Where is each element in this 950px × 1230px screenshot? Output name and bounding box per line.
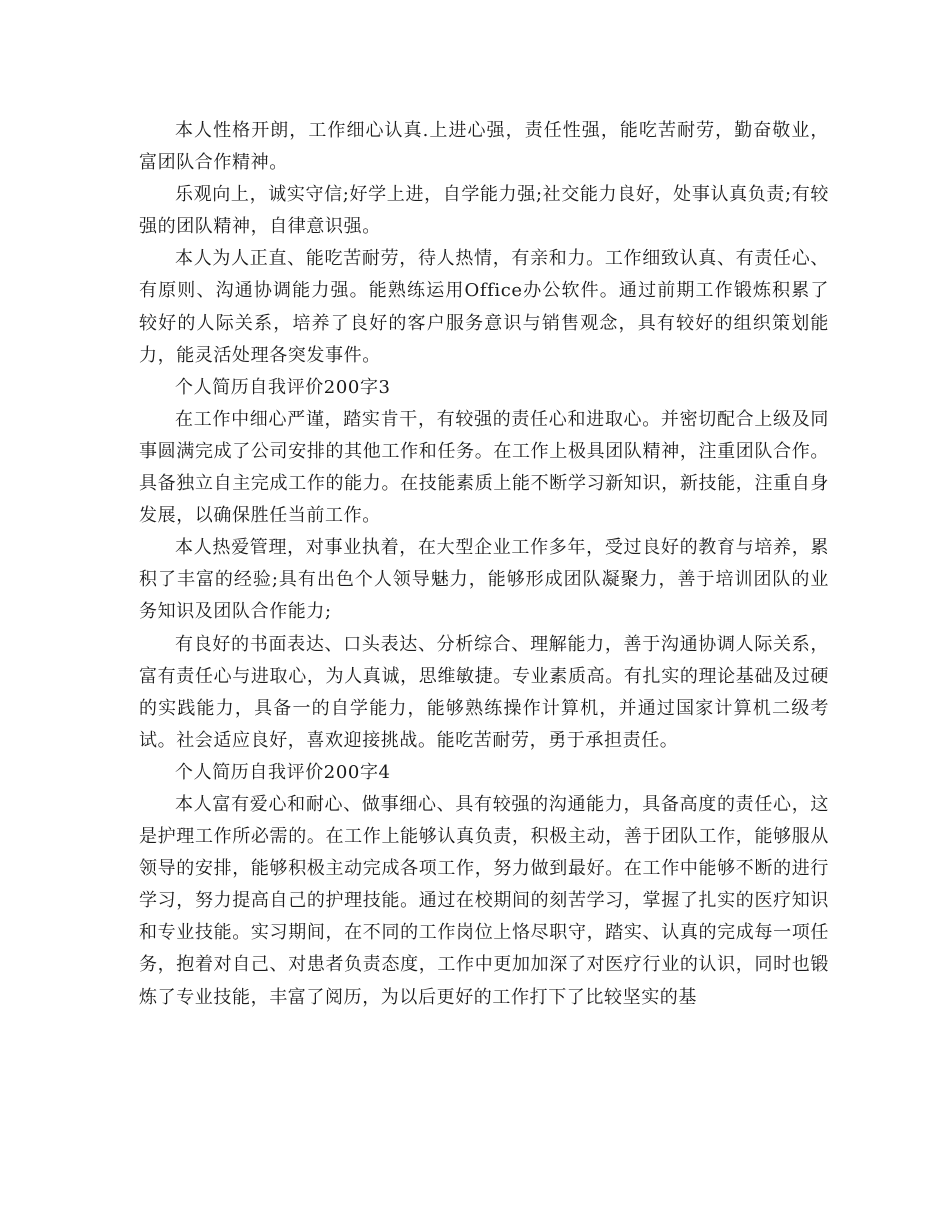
document-body	[139, 115, 829, 1014]
paragraph-optimism: 乐观向上，诚实守信;好学上进，自学能力强;社交能力良好，处事认真负责;有较强的团队精神，自律意识强。	[139, 184, 829, 238]
paragraph-communication: 有良好的书面表达、口头表达、分析综合、理解能力，善于沟通协调人际关系，富有责任心与进取心，为人真诚，思维敏捷。专业素质高。有扎实的理论基础及过硬的实践能力，具备一的自学能力，能够熟练操作计算机，并通过国家计算机二级考试。社会适应良好，喜欢迎接挑战。能吃苦耐劳，勇于承担责任。	[139, 633, 829, 751]
paragraph-nursing: 本人富有爱心和耐心、做事细心、具有较强的沟通能力，具备高度的责任心，这是护理工作所必需的。在工作上能够认真负责，积极主动，善于团队工作，能够服从领导的安排，能够积极主动完成各项工作，努力做到最好。在工作中能够不断的进行学习，努力提高自己的护理技能。通过在校期间的刻苦学习，掌握了扎实的医疗知识和专业技能。实习期间，在不同的工作岗位上恪尽职守，踏实、认真的完成每一项任务，抱着对自己、对患者负责态度，工作中更加加深了对医疗行业的认识，同时也锻炼了专业技能，丰富了阅历，为以后更好的工作打下了比较坚实的基	[139, 793, 829, 1008]
paragraph-integrity: 本人为人正直、能吃苦耐劳，待人热情，有亲和力。工作细致认真、有责任心、有原则、沟通协调能力强。能熟练运用Office办公软件。通过前期工作锻炼积累了较好的人际关系，培养了良好的客户服务意识与销售观念，具有较好的组织策划能力，能灵活处理各突发事件。	[139, 248, 829, 366]
paragraph-personality: 本人性格开朗，工作细心认真.上进心强，责任性强，能吃苦耐劳，勤奋敬业，富团队合作精神。	[139, 120, 829, 174]
paragraph-management: 本人热爱管理，对事业执着，在大型企业工作多年，受过良好的教育与培养，累积了丰富的经验;具有出色个人领导魅力，能够形成团队凝聚力，善于培训团队的业务知识及团队合作能力;	[139, 537, 829, 623]
section-heading-4: 个人简历自我评价200字4	[175, 761, 391, 783]
section-heading-3: 个人简历自我评价200字3	[175, 376, 391, 398]
paragraph-diligence: 在工作中细心严谨，踏实肯干，有较强的责任心和进取心。并密切配合上级及同事圆满完成了公司安排的其他工作和任务。在工作上极具团队精神，注重团队合作。具备独立自主完成工作的能力。在技能素质上能不断学习新知识，新技能，注重自身发展，以确保胜任当前工作。	[139, 408, 829, 527]
